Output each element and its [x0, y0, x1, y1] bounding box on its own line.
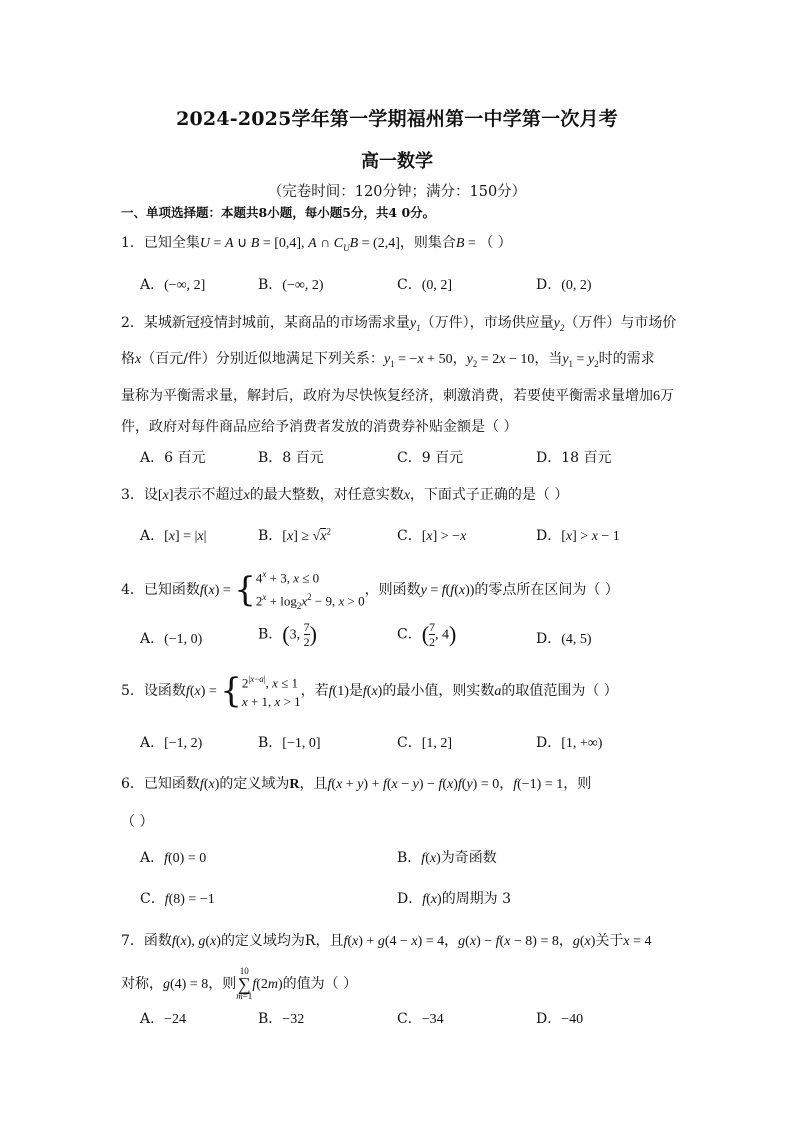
q1-option-d: D．(0, 2) — [536, 277, 592, 293]
q7-option-c: C．−34 — [397, 1011, 444, 1027]
q4-option-b: B．(3, $\frac{7}{2}$ ) — [258, 620, 317, 649]
q3-option-b: B．$[x] \ge √x^2$ — [258, 526, 331, 544]
q2-option-c: C．9 百元 — [397, 450, 464, 466]
q6-option-a: A．f(0) = 0 — [140, 850, 207, 866]
q5-option-d: D．[1, +∞) — [536, 735, 603, 751]
q5-option-b: B．[−1, 0] — [258, 735, 321, 751]
question-6-stem-cont: （ ） — [121, 814, 154, 830]
q6-option-c: C．f(8) = −1 — [140, 891, 215, 907]
question-4-stem: 4．已知函数$f(x) = \{4^x + 3$, x ≤ 0 $2^x + \log_2x^2 - 9$, x > 0，则函数y = f(f(x))的零点所在区间为（ ） — [121, 569, 619, 612]
q7-option-d: D．−40 — [536, 1011, 584, 1027]
q2-option-a: A．6 百元 — [140, 450, 206, 466]
q1-option-c: C．(0, 2] — [397, 277, 453, 293]
question-5-stem: 5．设函数$f(x) = \{2^{|x-a|}$, x ≤ 1 x + 1, x > 1，若f(1)是f(x)的最小值，则实数a的取值范围为（ ） — [121, 671, 618, 712]
question-2-line-4: 件，政府对每件商品应给予消费者发放的消费券补贴金额是（ ） — [121, 419, 518, 435]
q1-option-b: B．(−∞, 2) — [258, 277, 324, 293]
q1-option-a: A．(−∞, 2] — [140, 277, 206, 293]
exam-subject: 高一数学 — [361, 151, 433, 172]
question-3-stem: 3．设[x]表示不超过x的最大整数，对任意实数x，下面式子正确的是（ ） — [121, 487, 569, 503]
question-7-line-2: 对称，g(4) = 8，则 10 ∑ m=1 f(2m)的值为（ ） — [121, 966, 358, 1001]
q6-option-b: B．f(x)为奇函数 — [397, 850, 497, 866]
q5-option-a: A．[−1, 2) — [140, 735, 203, 751]
section-heading: 一、单项选择题：本题共8小题，每小题5分，共4 0分。 — [121, 205, 436, 220]
q4-option-d: D．(4, 5) — [536, 631, 592, 647]
q4-option-a: A．(−1, 0) — [140, 631, 203, 647]
question-2-line-2: 格x（百元/件）分别近似地满足下列关系：$y_1 = -x + 50$，$y_2 = 2x - 10$，当$y_1 = y_2$时的需求 — [121, 351, 655, 369]
question-1-stem: 1．已知全集U = A ∪ B = [0,4], A ∩ $C_UB = (2,4]$，则集合B = （ ） — [121, 235, 512, 253]
q3-option-c: C．[x] > −x — [397, 528, 467, 544]
q2-option-b: B．8 百元 — [258, 450, 324, 466]
question-2-line-3: 量称为平衡需求量，解封后，政府为尽快恢复经济，刺激消费，若要使平衡需求量增加6万 — [121, 388, 674, 404]
q3-option-a: A．[x] = |x| — [140, 528, 207, 544]
question-7-line-1: 7．函数f(x), g(x)的定义域均为R，且f(x) + g(4 − x) = 4，g(x) − f(x − 8) = 8，g(x)关于x = 4 — [121, 933, 652, 949]
exam-time-info: （完卷时间：120分钟；满分：150分） — [267, 184, 527, 200]
exam-title: 2024-2025学年第一学期福州第一中学第一次月考 — [176, 108, 618, 130]
q6-option-d: D．f(x)的周期为 3 — [397, 891, 512, 907]
q7-option-a: A．−24 — [140, 1011, 187, 1027]
q5-option-c: C．[1, 2] — [397, 735, 453, 751]
q2-option-d: D．18 百元 — [536, 450, 612, 466]
q7-option-b: B．−32 — [258, 1011, 305, 1027]
q3-option-d: D．[x] > x − 1 — [536, 528, 620, 544]
question-2-line-1: 2．某城新冠疫情封城前，某商品的市场需求量$y_1$（万件），市场供应量$y_2$（万件）与市场价 — [121, 315, 677, 333]
question-6-stem: 6．已知函数f(x)的定义域为R，且f(x + y) + f(x − y) − f(x)f(y) = 0，f(−1) = 1，则 — [121, 776, 592, 792]
q4-option-c: C．( $\frac{7}{2}$ , 4) — [397, 620, 457, 649]
